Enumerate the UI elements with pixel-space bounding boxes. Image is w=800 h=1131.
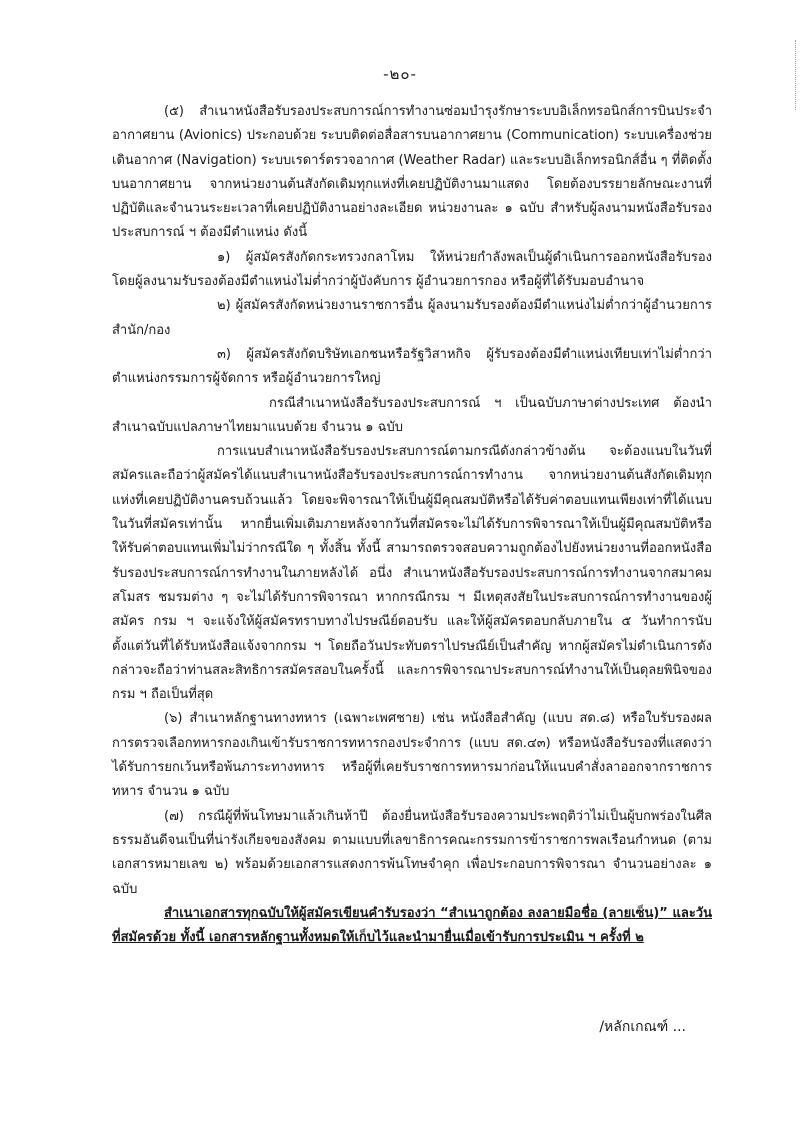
document-body [112, 100, 712, 950]
paragraph-foreign-language: กรณีสำเนาหนังสือรับรองประสบการณ์ ฯ เป็นฉบับภาษาต่างประเทศ ต้องนำสำเนาฉบับแปลภาษาไทยมาแนบด้วย จำนวน ๑ ฉบับ [112, 395, 712, 435]
paragraph-certification-note: สำเนาเอกสารทุกฉบับให้ผู้สมัครเขียนคำรับรองว่า “สำเนาถูกต้อง ลงลายมือชื่อ (ลายเซ็น)” และวันที่สมัครด้วย ทั้งนี้ เอกสารหลักฐานทั้งหมดให้เก็บไว้และนำมายื่นเมื่อเข้ารับการประเมิน ฯ ครั้งที่ ๒ [112, 905, 712, 946]
paragraph-item-5: (๕) สำเนาหนังสือรับรองประสบการณ์การทำงานซ่อมบำรุงรักษาระบบอิเล็กทรอนิกส์การบินประจำอากาศยาน (Avionics) ประกอบด้วย ระบบติดต่อสื่อสารบนอากาศยาน (Communication) ระบบเครื่องช่วยเดินอากาศ (Navigation) ระบบเรดาร์ตรวจอากาศ (Weather Radar) และระบบอิเล็กทรอนิกส์อื่น ๆ ที่ติดตั้งบนอากาศยาน จากหน่วยงานต้นสังกัดเดิมทุกแห่งที่เคยปฏิบัติงานมาแสดง โดยต้องบรรยายลักษณะงานที่ปฏิบัติและจำนวนระยะเวลาที่เคยปฏิบัติงานอย่างละเอียด หน่วยงานละ ๑ ฉบับ สำหรับผู้ลงนามหนังสือรับรองประสบการณ์ ฯ ต้องมีตำแหน่ง ดังนี้ [112, 104, 712, 241]
paragraph-attachment-rules: การแนบสำเนาหนังสือรับรองประสบการณ์ตามกรณีดังกล่าวข้างต้น จะต้องแนบในวันที่สมัครและถือว่าผู้สมัครได้แนบสำเนาหนังสือรับรองประสบการณ์การทำงาน จากหน่วยงานต้นสังกัดเดิมทุกแห่งที่เคยปฏิบัติงานครบถ้วนแล้ว โดยจะพิจารณาให้เป็นผู้มีคุณสมบัติหรือได้รับค่าตอบแทนเพียงเท่าที่ได้แนบในวันที่สมัครเท่านั้น หากยื่นเพิ่มเติมภายหลังจากวันที่สมัครจะไม่ได้รับการพิจารณาให้เป็นผู้มีคุณสมบัติหรือให้รับค่าตอบแทนเพิ่มไม่ว่ากรณีใด ๆ ทั้งสิ้น ทั้งนี้ สามารถตรวจสอบความถูกต้องไปยังหน่วยงานที่ออกหนังสือรับรองประสบการณ์การทำงานในภายหลังได้ อนึ่ง สำเนาหนังสือรับรองประสบการณ์การทำงานจากสมาคม สโมสร ชมรมต่าง ๆ จะไม่ได้รับการพิจารณา หากกรณีกรม ฯ มีเหตุสงสัยในประสบการณ์การทำงานของผู้สมัคร กรม ฯ จะแจ้งให้ผู้สมัครทราบทางไปรษณีย์ตอบรับ และให้ผู้สมัครตอบกลับภายใน ๕ วันทำการนับตั้งแต่วันที่ได้รับหนังสือแจ้งจากกรม ฯ โดยถือวันประทับตราไปรษณีย์เป็นสำคัญ หากผู้สมัครไม่ดำเนินการดังกล่าวจะถือว่าท่านสละสิทธิการสมัครสอบในครั้งนี้ และการพิจารณาประสบการณ์ทำงานให้เป็นดุลยพินิจของกรม ฯ ถือเป็นที่สุด [112, 444, 712, 703]
continuation-marker: /หลักเกณฑ์ ... [599, 1019, 686, 1035]
page-number: -๒๐- [383, 65, 417, 83]
paragraph-item-7: (๗) กรณีผู้ที่พ้นโทษมาแล้วเกินห้าปี ต้องยื่นหนังสือรับรองความประพฤติว่าไม่เป็นผู้บกพร่องในศีลธรรมอันดีจนเป็นที่น่ารังเกียจของสังคม ตามแบบที่เลขาธิการคณะกรรมการข้าราชการพลเรือนกำหนด (ตามเอกสารหมายเลข ๒) พร้อมด้วยเอกสารแสดงการพ้นโทษจำคุก เพื่อประกอบการพิจารณา จำนวนอย่างละ ๑ ฉบับ [112, 808, 712, 897]
paragraph-item-5-3: ๓) ผู้สมัครสังกัดบริษัทเอกชนหรือรัฐวิสาหกิจ ผู้รับรองต้องมีตำแหน่งเทียบเท่าไม่ต่ำกว่าตำแหน่งกรรมการผู้จัดการ หรือผู้อำนวยการใหญ่ [112, 346, 712, 387]
paragraph-item-5-1: ๑) ผู้สมัครสังกัดกระทรวงกลาโหม ให้หน่วยกำลังพลเป็นผู้ดำเนินการออกหนังสือรับรอง โดยผู้ลงนามรับรองต้องมีตำแหน่งไม่ต่ำกว่าผู้บังคับการ ผู้อำนวยการกอง หรือผู้ที่ได้รับมอบอำนาจ [112, 249, 712, 290]
paragraph-item-5-2: ๒) ผู้สมัครสังกัดหน่วยงานราชการอื่น ผู้ลงนามรับรองต้องมีตำแหน่งไม่ต่ำกว่าผู้อำนวยการสำนัก/กอง [112, 298, 712, 338]
paragraph-item-6: (๖) สำเนาหลักฐานทางทหาร (เฉพาะเพศชาย) เช่น หนังสือสำคัญ (แบบ สด.๘) หรือใบรับรองผลการตรวจเลือกทหารกองเกินเข้ารับราชการทหารกองประจำการ (แบบ สด.๔๓) หรือหนังสือรับรองที่แสดงว่าได้รับการยกเว้นหรือพ้นภาระทางทหาร หรือผู้ที่เคยรับราชการทหารมาก่อนให้แนบคำสั่งลาออกจากราชการทหาร จำนวน ๑ ฉบับ [112, 711, 712, 800]
